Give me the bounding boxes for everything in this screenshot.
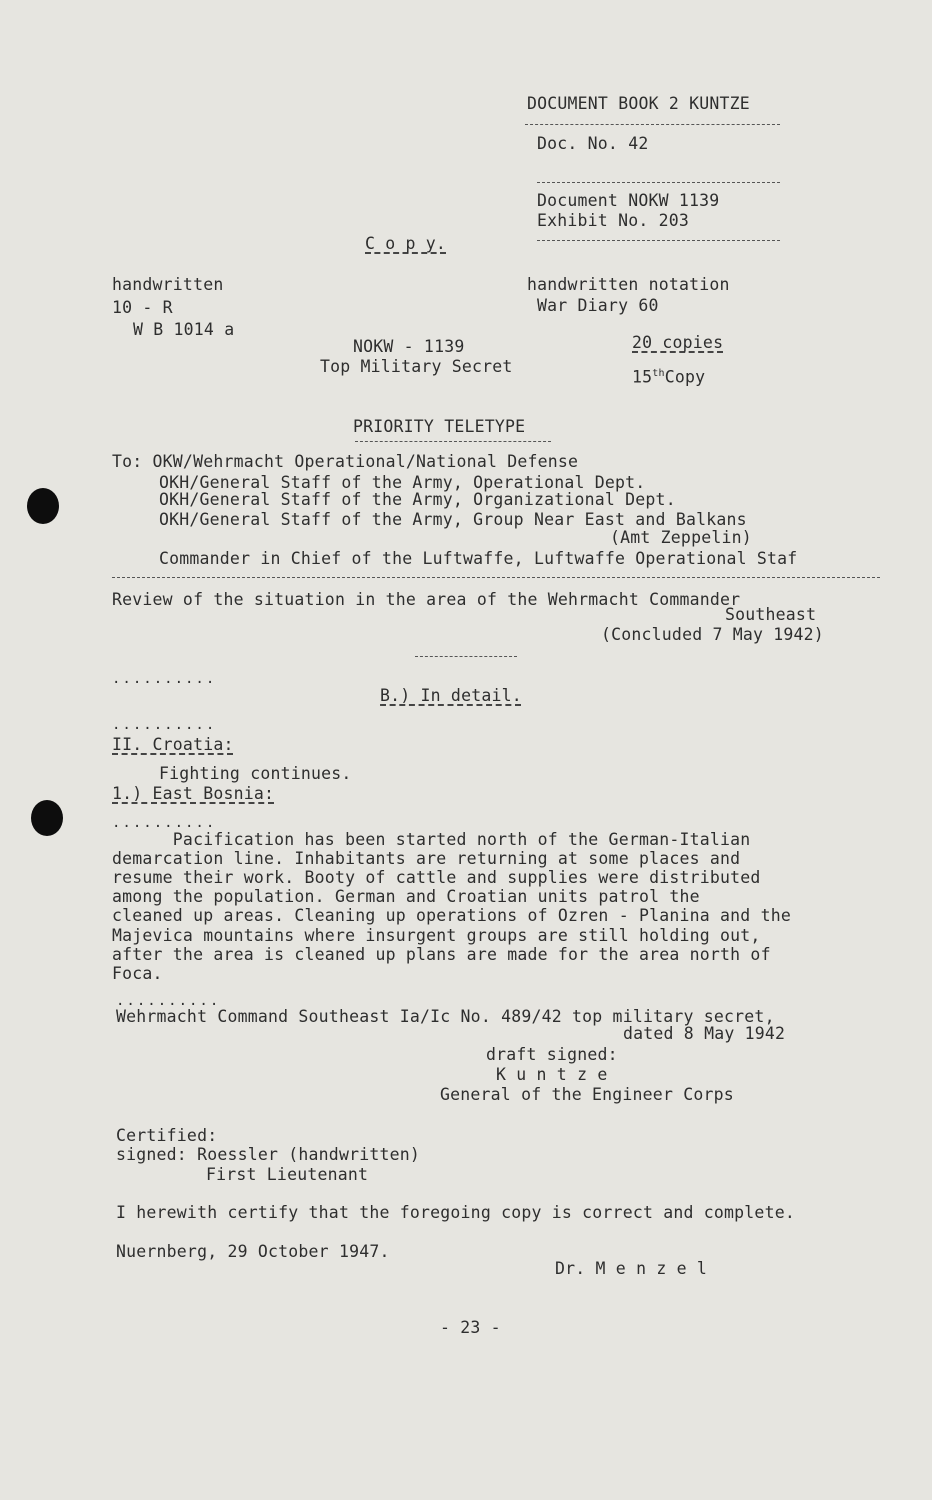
nokw-number: NOKW - 1139: [353, 337, 465, 356]
signer-name: K u n t z e: [496, 1065, 608, 1084]
certifier-name: Dr. M e n z e l: [555, 1259, 708, 1278]
recipients-divider: [112, 577, 880, 578]
recipient-amt-zeppelin: (Amt Zeppelin): [610, 528, 752, 547]
omission-dots-2: ..........: [112, 717, 217, 733]
reference-line-1: Wehrmacht Command Southeast Ia/Ic No. 489/42 top military secret,: [116, 1007, 775, 1026]
recipient-okh-group: OKH/General Staff of the Army, Group Near East and Balkans: [159, 510, 747, 529]
recipient-okh-operational: OKH/General Staff of the Army, Operational Dept.: [159, 473, 646, 492]
omission-dots-4: ..........: [116, 993, 221, 1009]
header-divider-3: [537, 240, 780, 241]
priority-teletype: PRIORITY TELETYPE: [353, 417, 526, 436]
section-b-heading: B.) In detail.: [380, 686, 522, 705]
paragraph-line: among the population. German and Croatian units patrol the: [112, 887, 700, 906]
place-date: Nuernberg, 29 October 1947.: [116, 1242, 390, 1261]
fighting-continues: Fighting continues.: [159, 764, 352, 783]
punch-hole-top: [27, 488, 59, 524]
punch-hole-bottom: [31, 800, 63, 836]
document-book-label: DOCUMENT BOOK 2 KUNTZE: [527, 94, 750, 113]
left-note-3: W B 1014 a: [133, 320, 235, 339]
paragraph-line: Majevica mountains where insurgent groups are still holding out,: [112, 926, 761, 945]
document-reference: Document NOKW 1139: [537, 191, 720, 210]
paragraph-line: cleaned up areas. Cleaning up operations of Ozren - Planina and the: [112, 906, 791, 925]
subject-line-1: Review of the situation in the area of the Wehrmacht Commander: [112, 590, 741, 609]
right-note-2: War Diary 60: [537, 296, 659, 315]
paragraph-line: after the area is cleaned up plans are made for the area north of: [112, 945, 771, 964]
copy-number: 15thCopy: [632, 367, 706, 387]
draft-signed: draft signed:: [486, 1045, 618, 1064]
recipient-okh-organizational: OKH/General Staff of the Army, Organizational Dept.: [159, 490, 676, 509]
certified-rank: First Lieutenant: [206, 1165, 369, 1184]
certified-label: Certified:: [116, 1126, 218, 1145]
subject-line-3: (Concluded 7 May 1942): [601, 625, 824, 644]
paragraph-line: Pacification has been started north of the German-Italian: [112, 830, 751, 849]
omission-dots-1: ..........: [112, 671, 217, 687]
subject-line-2: Southeast: [725, 605, 817, 624]
exhibit-number: Exhibit No. 203: [537, 211, 690, 230]
certification-statement: I herewith certify that the foregoing copy is correct and complete.: [116, 1203, 795, 1222]
secrecy-label: Top Military Secret: [320, 357, 513, 376]
paragraph-line: demarcation line. Inhabitants are returning at some places and: [112, 849, 741, 868]
subject-divider: [415, 656, 517, 657]
copies-count: 20 copies: [632, 333, 724, 352]
omission-dots-3: ..........: [112, 815, 217, 831]
signer-title: General of the Engineer Corps: [440, 1085, 734, 1104]
right-note-1: handwritten notation: [527, 275, 730, 294]
left-note-1: handwritten: [112, 275, 224, 294]
recipient-to: To: OKW/Wehrmacht Operational/National Defense: [112, 452, 579, 471]
left-note-2: 10 - R: [112, 298, 173, 317]
doc-number: Doc. No. 42: [537, 134, 649, 153]
page-number: - 23 -: [440, 1318, 501, 1337]
paragraph-line: Foca.: [112, 964, 163, 983]
copy-label: C o p y.: [365, 234, 447, 253]
section-ii-heading: II. Croatia:: [112, 735, 234, 754]
reference-line-2: dated 8 May 1942: [623, 1024, 786, 1043]
east-bosnia-heading: 1.) East Bosnia:: [112, 784, 275, 803]
paragraph-line: resume their work. Booty of cattle and supplies were distributed: [112, 868, 761, 887]
certified-signed: signed: Roessler (handwritten): [116, 1145, 421, 1164]
header-divider-1: [525, 124, 780, 125]
header-divider-2: [537, 182, 780, 183]
priority-underline: [355, 441, 551, 442]
recipient-luftwaffe: Commander in Chief of the Luftwaffe, Luftwaffe Operational Staf: [159, 549, 798, 568]
